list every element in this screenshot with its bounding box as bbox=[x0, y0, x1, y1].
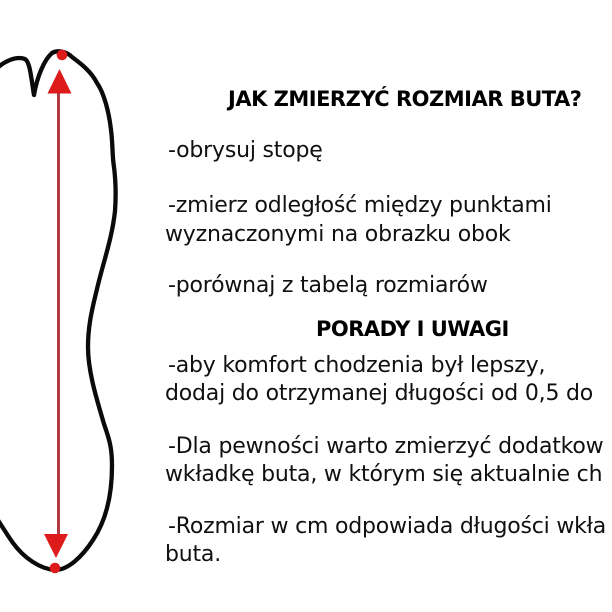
tip-1-line-2: dodaj do otrzymanej długości od 0,5 do bbox=[165, 381, 594, 406]
tip-2-line-2: wkładkę buta, w którym się aktualnie ch bbox=[165, 462, 603, 487]
step-1-line-1: -obrysuj stopę bbox=[168, 138, 323, 163]
foot-measurement-diagram bbox=[0, 0, 170, 612]
tip-3-line-1: -Rozmiar w cm odpowiada długości wkła bbox=[168, 514, 607, 539]
section-heading-tips: PORADY I UWAGI bbox=[316, 317, 509, 341]
step-2-line-2: wyznaczonymi na obrazku obok bbox=[165, 222, 511, 247]
toe-point-marker bbox=[57, 50, 68, 61]
tip-2-line-1: -Dla pewności warto zmierzyć dodatkow bbox=[168, 434, 604, 459]
tip-3-line-2: buta. bbox=[165, 542, 222, 567]
step-3-line-1: -porównaj z tabelą rozmiarów bbox=[168, 273, 488, 298]
tip-1-line-1: -aby komfort chodzenia był lepszy, bbox=[168, 353, 546, 378]
arrowhead-down-icon bbox=[44, 534, 68, 558]
step-2-line-1: -zmierz odległość między punktami bbox=[168, 193, 552, 218]
arrowhead-up-icon bbox=[48, 69, 72, 94]
heel-point-marker bbox=[50, 563, 61, 574]
page-title: JAK ZMIERZYĆ ROZMIAR BUTA? bbox=[228, 87, 582, 111]
